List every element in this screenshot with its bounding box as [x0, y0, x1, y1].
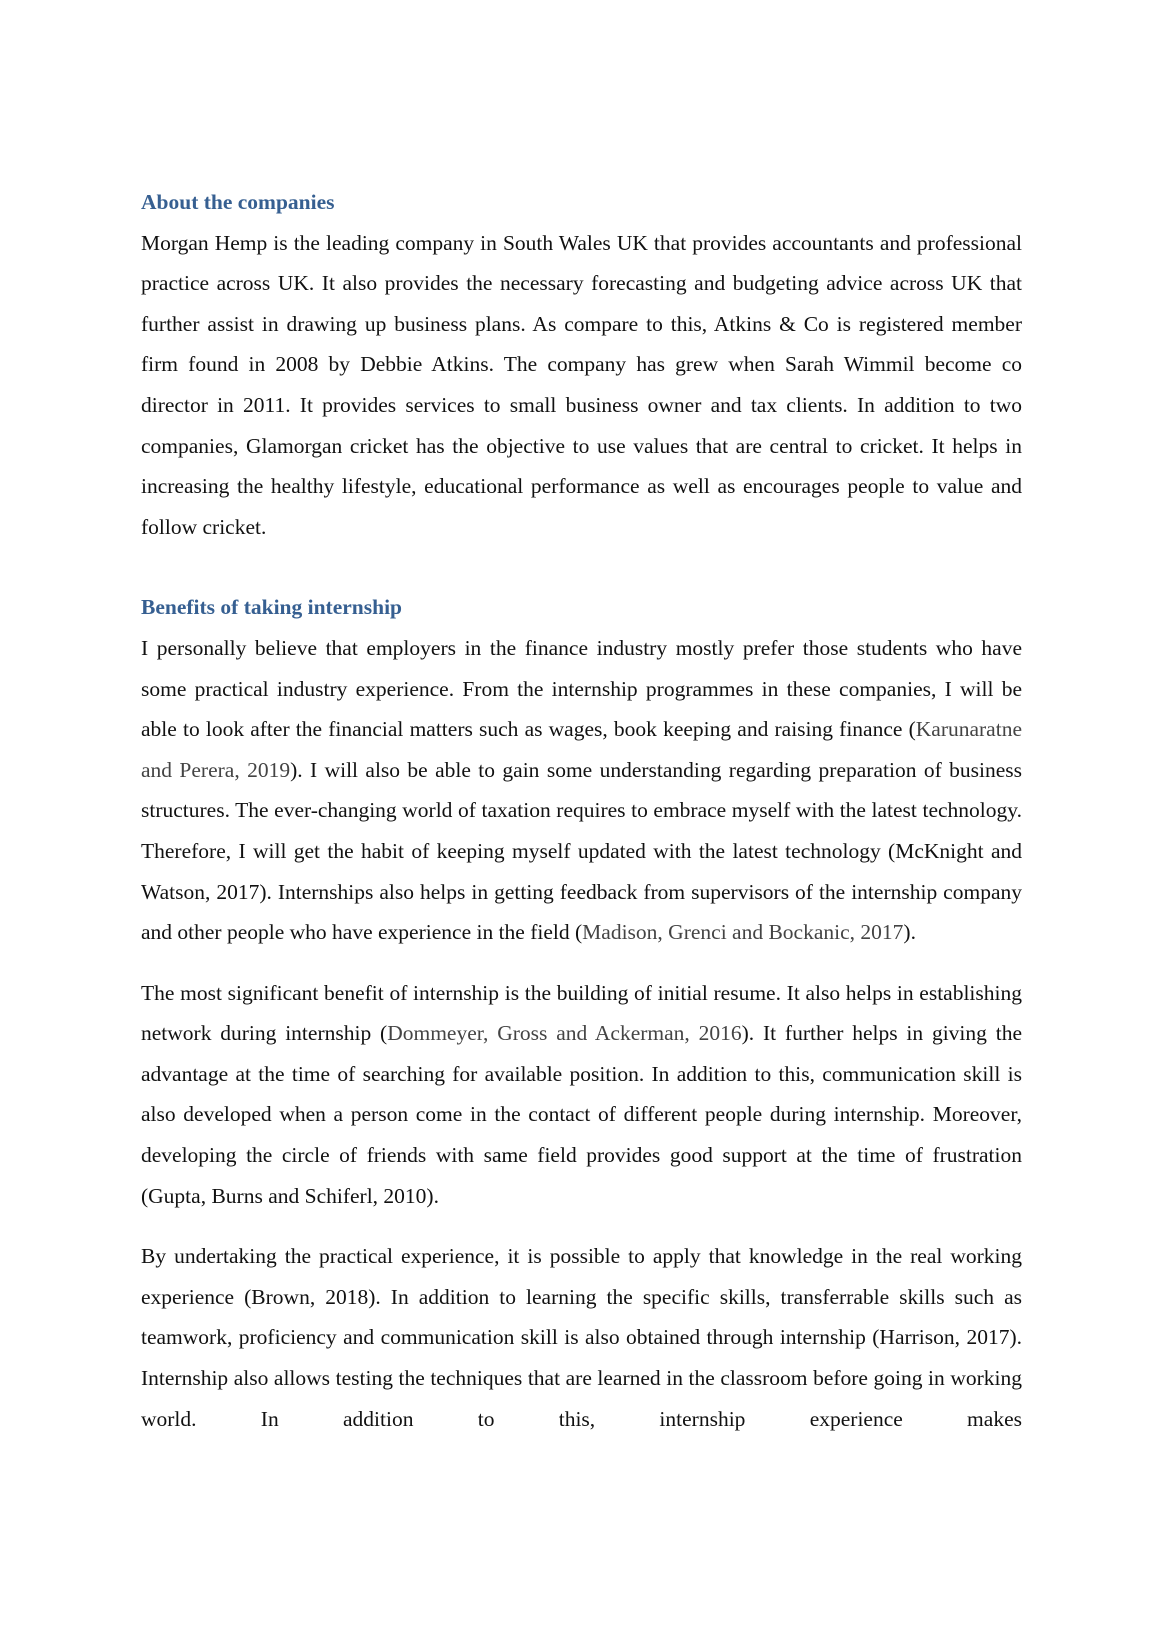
citation: Madison, Grenci and Bockanic, 2017	[582, 920, 904, 945]
text: I personally believe that employers in the finance industry mostly prefer those students who have some practical industry experience. From the internship programmes in these companies, I will be able to look after the financial matters such as wages, book keeping and raising finance (	[141, 635, 1022, 742]
text: ). It further helps in giving the advantage at the time of searching for available position. In addition to this, communication skill is also developed when a person come in the contact of different people during internship. Moreover, developing the circle of friends with same field provides good support at the time of frustration (Gupta, Burns and Schiferl, 2010).	[141, 1021, 1022, 1208]
citation: Dommeyer, Gross and Ackerman, 2016	[387, 1021, 742, 1046]
text: ). I will also be able to gain some understanding regarding preparation of business structures. The ever-changing world of taxation requires to embrace myself with the latest technology. Therefore, I will get the habit of keeping myself updated with the latest technology (McKnight and Watson, 2017). Internships also helps in getting feedback from supervisors of the internship company and other people who have experience in the field (	[141, 757, 1023, 945]
document-page	[141, 182, 1022, 1439]
paragraph-about-companies: Morgan Hemp is the leading company in South Wales UK that provides accountants and professional practice across UK. It also provides the necessary forecasting and budgeting advice across UK that further assist in drawing up business plans. As compare to this, Atkins & Co is registered member firm found in 2008 by Debbie Atkins. The company has grew when Sarah Wimmil become co director in 2011. It provides services to small business owner and tax clients. In addition to two companies, Glamorgan cricket has the objective to use values that are central to cricket. It helps in increasing the healthy lifestyle, educational performance as well as encourages people to value and follow cricket.	[141, 230, 1022, 539]
paragraph-benefits-3: By undertaking the practical experience, it is possible to apply that knowledge in the real working experience (Brown, 2018). In addition to learning the specific skills, transferrable skills such as teamwork, proficiency and communication skill is also obtained through internship (Harrison, 2017). Internship also allows testing the techniques that are learned in the classroom before going in working world. In addition to this, internship experience makes	[141, 1244, 1022, 1431]
paragraph-benefits-1	[141, 628, 1022, 953]
paragraph-benefits-2	[141, 973, 1022, 1217]
text: ).	[903, 920, 916, 945]
heading-about-companies: About the companies	[141, 190, 335, 214]
text: The most significant benefit of internship is the building of initial resume. It also helps in establishing network during internship (	[141, 980, 1022, 1046]
spacer	[141, 547, 1022, 587]
heading-benefits-internship: Benefits of taking internship	[141, 595, 403, 620]
citation: Karunaratne and Perera, 2019	[141, 717, 1022, 782]
